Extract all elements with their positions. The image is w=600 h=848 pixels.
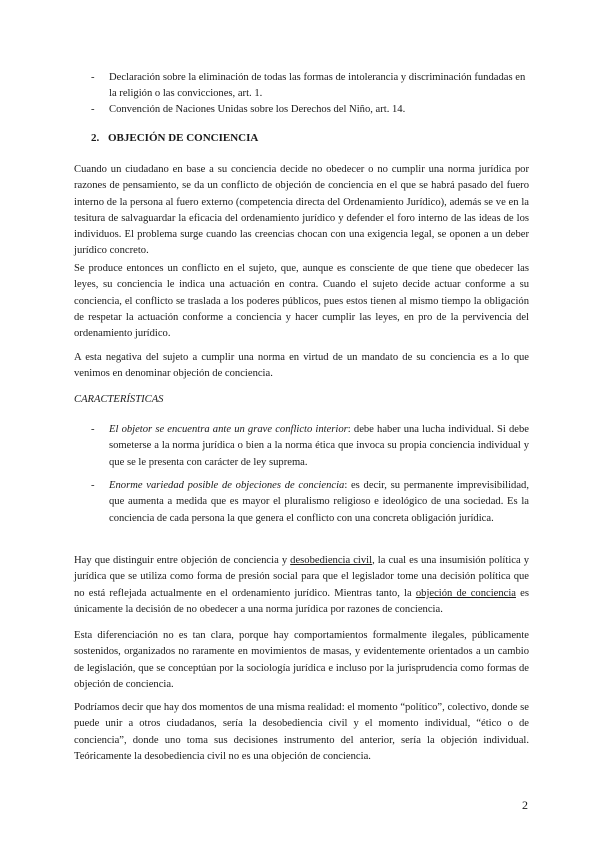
list-bullet: - bbox=[91, 104, 95, 115]
page-number: 2 bbox=[522, 798, 528, 812]
paragraph: Se produce entonces un conflicto en el sujeto, que, aunque es consciente de que tiene que obedecer las leyes, su conciencia le indica una actuación en contra. Cuando el sujeto decide actuar conforme a su conciencia, el conflicto se traslada a los poderes públicos, pues estos tienen al mismo tiempo la obligación de respetar la actuación conforme a conciencia y hacer cumplir las leyes, en pro de la pervivencia del ordenamiento jurídico. bbox=[74, 263, 529, 340]
list-bullet: - bbox=[91, 72, 95, 83]
list-bullet: - bbox=[91, 480, 95, 491]
term-objecion-de-conciencia: objeción de conciencia bbox=[415, 587, 516, 599]
characteristic-term: Enorme variedad posible de objeciones de conciencia bbox=[109, 480, 345, 491]
paragraph: Esta diferenciación no es tan clara, porque hay comportamientos formalmente ilegales, públicamente sostenidos, organizados no raramente en movimientos de masas, y evidentemente orientados a un cambio de legislación, que se conceptúan por la sociología jurídica e incluso por la jurisprudencia como formas de objeción de conciencia. bbox=[74, 630, 529, 690]
section-title: OBJECIÓN DE CONCIENCIA bbox=[108, 132, 259, 144]
paragraph-text: , la cual es una insumisión política y jurídica que se utiliza como forma de presión social para que el legislador tome una decisión política que no está reflejada actualmente en el ordenamiento jurídico. Mientras tanto, la bbox=[74, 555, 530, 599]
list-item: Declaración sobre la eliminación de todas las formas de intolerancia y discriminación fundadas en la religión o las convicciones, art. 1. bbox=[109, 72, 526, 100]
paragraph-text: es únicamente la decisión de no obedecer a una norma jurídica por razones de conciencia. bbox=[74, 587, 529, 615]
paragraph: Cuando un ciudadano en base a su conciencia decide no obedecer o no cumplir una norma jurídica por razones de pensamiento, se da un conflicto de objeción de conciencia en el que se habrá pasado del fuero interno de la persona al fuero externo (competencia directa del Ordenamiento Jurídico), además se ve en la tesitura de salvaguardar la eficacia del ordenamiento jurídico y defender el foro interno de las ideas de los individuos. El problema surge cuando las creencias chocan con una exigencia legal, se oponen a un deber jurídico concreto. bbox=[74, 164, 529, 257]
section-number: 2. bbox=[91, 132, 100, 144]
characteristic-term: El objetor se encuentra ante un grave conflicto interior bbox=[109, 424, 348, 435]
characteristic-item bbox=[109, 422, 529, 471]
paragraph: Podríamos decir que hay dos momentos de una misma realidad: el momento “político”, colectivo, donde se puede unir a otros ciudadanos, sería la desobediencia civil y el momento individual, “ético o de conciencia”, donde uno toma sus decisiones instrumento del anterior, sería la objeción individual. Teóricamente la desobediencia civil no es una objeción de conciencia. bbox=[74, 702, 529, 762]
characteristic-text: : es decir, su permanente imprevisibilidad, que aumenta a medida que es mayor el pluralismo religioso e ideológico de una sociedad. Es la conciencia de cada persona la que genera el conflicto con una concreta obligación jurídica. bbox=[109, 480, 529, 524]
characteristic-text: : debe haber una lucha individual. Si debe someterse a la norma jurídica o bien a la norma ética que invoca su propia conciencia individual y que se le presenta con carácter de ley suprema. bbox=[109, 424, 529, 468]
subheading: CARACTERÍSTICAS bbox=[74, 394, 164, 405]
distinction-paragraph bbox=[74, 553, 529, 618]
list-bullet: - bbox=[91, 424, 95, 435]
term-desobediencia-civil: desobediencia civil bbox=[290, 555, 373, 566]
list-item: Convención de Naciones Unidas sobre los Derechos del Niño, art. 14. bbox=[109, 104, 406, 115]
paragraph: A esta negativa del sujeto a cumplir una norma en virtud de un mandato de su conciencia es a lo que venimos en denominar objeción de conciencia. bbox=[74, 352, 529, 380]
characteristic-item bbox=[109, 478, 529, 527]
section-heading bbox=[91, 130, 258, 146]
paragraph-text: Hay que distinguir entre objeción de conciencia y bbox=[74, 555, 291, 566]
